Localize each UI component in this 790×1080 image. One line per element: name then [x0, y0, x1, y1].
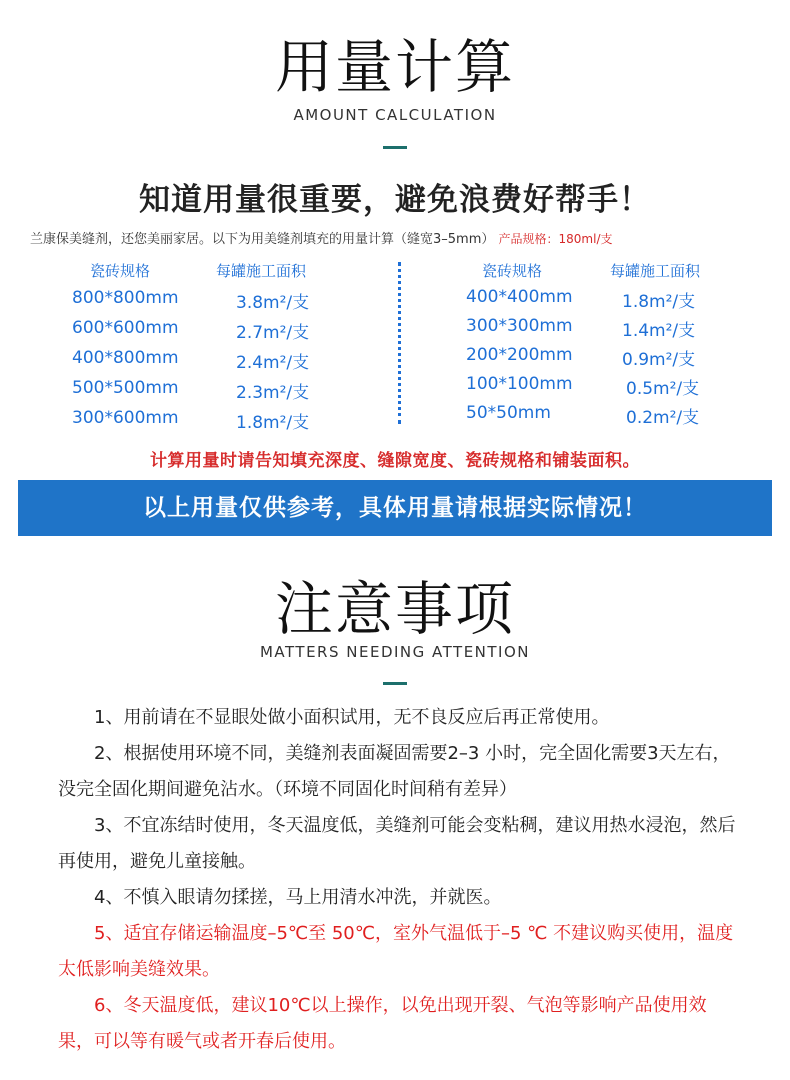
- note-item: 3、不宜冻结时使用，冬天温度低，美缝剂可能会变粘稠，建议用热水浸泡，然后再使用，避免儿童接触。: [58, 815, 736, 872]
- left-row-size: 600*600mm: [72, 318, 179, 338]
- right-row-size: 200*200mm: [466, 345, 573, 365]
- attention-notes: [58, 700, 738, 1060]
- note-item: 4、不慎入眼请勿揉搓，马上用清水冲洗，并就医。: [94, 887, 502, 908]
- left-row-area: 3.8m²/支: [236, 293, 310, 313]
- left-row-size: 300*600mm: [72, 408, 179, 428]
- section-subtitle-amount: AMOUNT CALCULATION: [293, 106, 497, 124]
- title-divider: [383, 146, 407, 149]
- left-row-area: 2.7m²/支: [236, 323, 310, 343]
- left-row-size: 800*800mm: [72, 288, 179, 308]
- right-row-area: 0.5m²/支: [626, 379, 700, 399]
- headline: 知道用量很重要，避免浪费好帮手！: [139, 182, 651, 218]
- left-header-size: 瓷砖规格: [90, 262, 151, 280]
- right-header-area: 每罐施工面积: [610, 262, 701, 280]
- right-row-area: 0.9m²/支: [622, 350, 696, 370]
- left-header-area: 每罐施工面积: [216, 262, 307, 280]
- note-item: 2、根据使用环境不同，美缝剂表面凝固需要2–3 小时，完全固化需要3天左右，没完全固化期间避免沾水。（环境不同固化时间稍有差异）: [58, 743, 731, 800]
- left-row-size: 400*800mm: [72, 348, 179, 368]
- right-header-size: 瓷砖规格: [482, 262, 543, 280]
- right-row-area: 1.4m²/支: [622, 321, 696, 341]
- note-item: 1、用前请在不显眼处做小面积试用，无不良反应后再正常使用。: [94, 707, 610, 728]
- table-divider: [398, 262, 401, 424]
- left-row-area: 2.4m²/支: [236, 353, 310, 373]
- calculation-note: 计算用量时请告知填充深度、缝隙宽度、瓷砖规格和铺装面积。: [150, 451, 640, 471]
- note-item-warning: 6、冬天温度低，建议10℃以上操作，以免出现开裂、气泡等影响产品使用效果，可以等有暖气或者开春后使用。: [58, 995, 707, 1052]
- left-row-area: 2.3m²/支: [236, 383, 310, 403]
- section-subtitle-attention: MATTERS NEEDING ATTENTION: [259, 643, 531, 661]
- title-divider: [383, 682, 407, 685]
- disclaimer-text: 以上用量仅供参考，具体用量请根据实际情况！: [143, 495, 647, 521]
- section-title-attention: 注意事项: [274, 575, 515, 643]
- right-row-area: 1.8m²/支: [622, 292, 696, 312]
- right-row-size: 300*300mm: [466, 316, 573, 336]
- section-title-amount: 用量计算: [274, 33, 515, 101]
- note-item-warning: 5、适宜存储运输温度–5℃至 50℃，室外气温低于–5 ℃ 不建议购买使用，温度太低影响美缝效果。: [58, 923, 734, 980]
- left-row-size: 500*500mm: [72, 378, 179, 398]
- intro-text: 兰康保美缝剂，还您美丽家居。以下为用美缝剂填充的用量计算（缝宽3–5mm）: [30, 232, 495, 247]
- right-row-size: 50*50mm: [466, 403, 551, 423]
- right-row-size: 100*100mm: [466, 374, 573, 394]
- intro-line: [30, 228, 770, 247]
- right-row-area: 0.2m²/支: [626, 408, 700, 428]
- left-row-area: 1.8m²/支: [236, 413, 310, 433]
- right-row-size: 400*400mm: [466, 287, 573, 307]
- product-spec: 产品规格：180ml/支: [498, 232, 613, 246]
